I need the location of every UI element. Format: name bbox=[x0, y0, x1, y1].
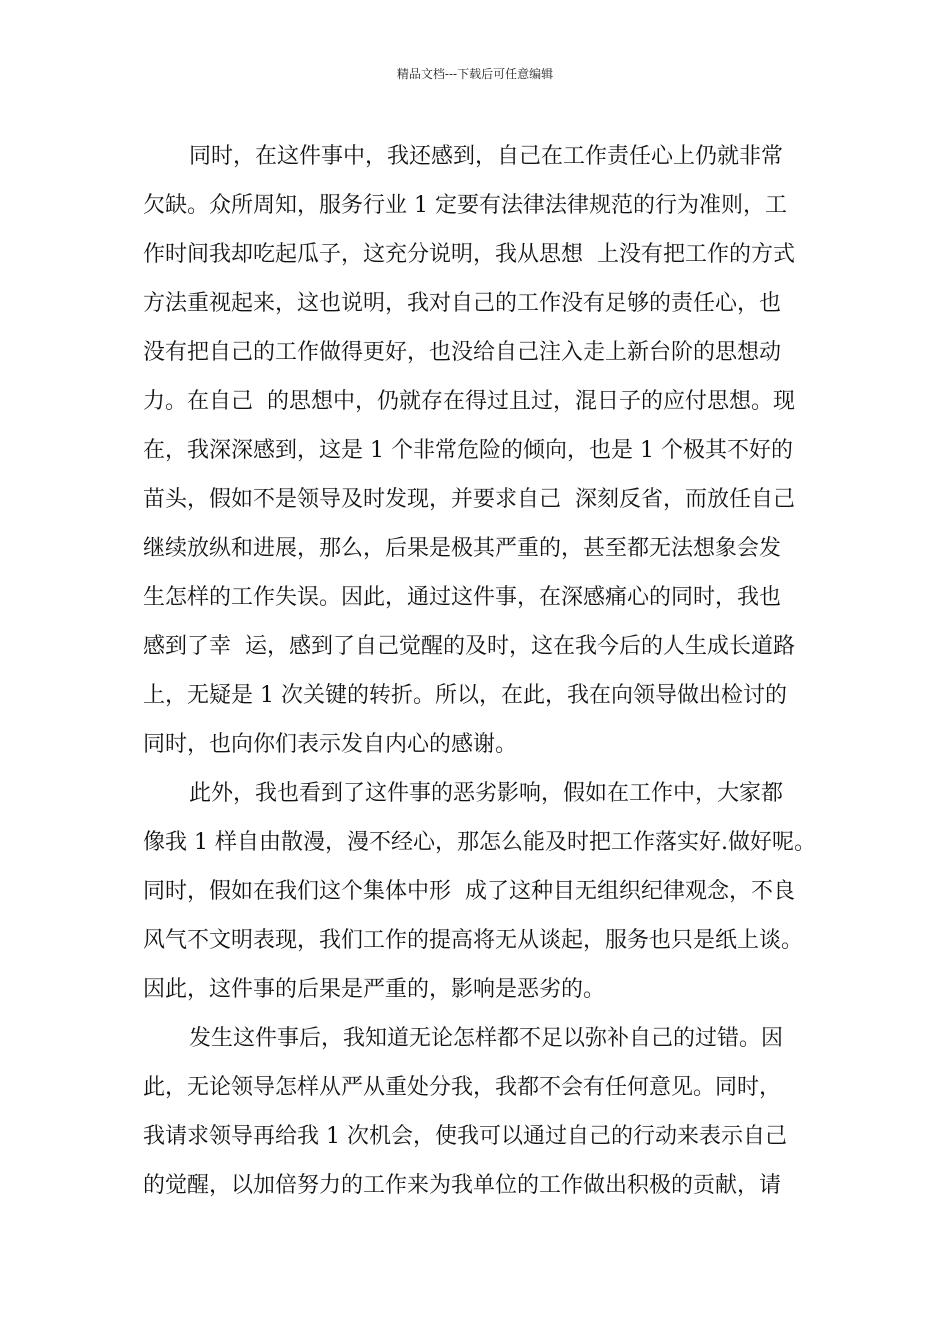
paragraph-line: 没有把自己的工作做得更好，也没给自己注入走上新台阶的思想动 bbox=[143, 340, 782, 365]
paragraph-line: 方法重视起来，这也说明，我对自己的工作没有足够的责任心，也 bbox=[143, 291, 782, 316]
paragraph-line: 同时，也向你们表示发自内心的感谢。 bbox=[143, 732, 518, 757]
page-header: 精品文档---下载后可任意编辑 bbox=[396, 67, 554, 81]
paragraph-line: 我请求领导再给我 1 次机会，使我可以通过自己的行动来表示自己 bbox=[143, 1124, 787, 1149]
paragraph-line: 同时，假如在我们这个集体中形 成了这种目无组织纪律观念，不良 bbox=[143, 879, 795, 904]
paragraph-line: 苗头，假如不是领导及时发现，并要求自己 深刻反省，而放任自己 bbox=[143, 487, 795, 512]
paragraph-line: 上，无疑是 1 次关键的转折。所以，在此，我在向领导做出检讨的 bbox=[143, 683, 787, 708]
document-body bbox=[143, 132, 816, 1210]
paragraph-line: 欠缺。众所周知，服务行业 1 定要有法律法律规范的行为准则，工 bbox=[143, 193, 787, 218]
paragraph-line: 在，我深深感到，这是 1 个非常危险的倾向，也是 1 个极其不好的 bbox=[143, 438, 793, 463]
paragraph-line: 生怎样的工作失误。因此，通过这件事，在深感痛心的同时，我也 bbox=[143, 585, 782, 610]
paragraph-line: 发生这件事后，我知道无论怎样都不足以弥补自己的过错。因 bbox=[189, 1026, 784, 1051]
paragraph-line: 此外，我也看到了这件事的恶劣影响，假如在工作中，大家都 bbox=[189, 781, 784, 806]
paragraph-line: 同时，在这件事中，我还感到，自己在工作责任心上仍就非常 bbox=[189, 144, 784, 169]
paragraph-line: 的觉醒，以加倍努力的工作来为我单位的工作做出积极的贡献，请 bbox=[143, 1173, 782, 1198]
paragraph-line: 作时间我却吃起瓜子，这充分说明，我从思想 上没有把工作的方式 bbox=[143, 242, 795, 267]
paragraph-line: 像我 1 样自由散漫，漫不经心，那怎么能及时把工作落实好.做好呢。 bbox=[143, 830, 816, 855]
paragraph-line: 风气不文明表现，我们工作的提高将无从谈起，服务也只是纸上谈。 bbox=[143, 928, 804, 953]
paragraph-line: 因此，这件事的后果是严重的，影响是恶劣的。 bbox=[143, 977, 606, 1002]
paragraph-line: 感到了幸 运，感到了自己觉醒的及时，这在我今后的人生成长道路 bbox=[143, 634, 795, 659]
paragraph-line: 力。在自己 的思想中，仍就存在得过且过，混日子的应付思想。现 bbox=[143, 389, 795, 414]
paragraph-line: 此，无论领导怎样从严从重处分我，我都不会有任何意见。同时， bbox=[143, 1075, 782, 1100]
paragraph-line: 继续放纵和进展，那么，后果是极其严重的，甚至都无法想象会发 bbox=[143, 536, 782, 561]
